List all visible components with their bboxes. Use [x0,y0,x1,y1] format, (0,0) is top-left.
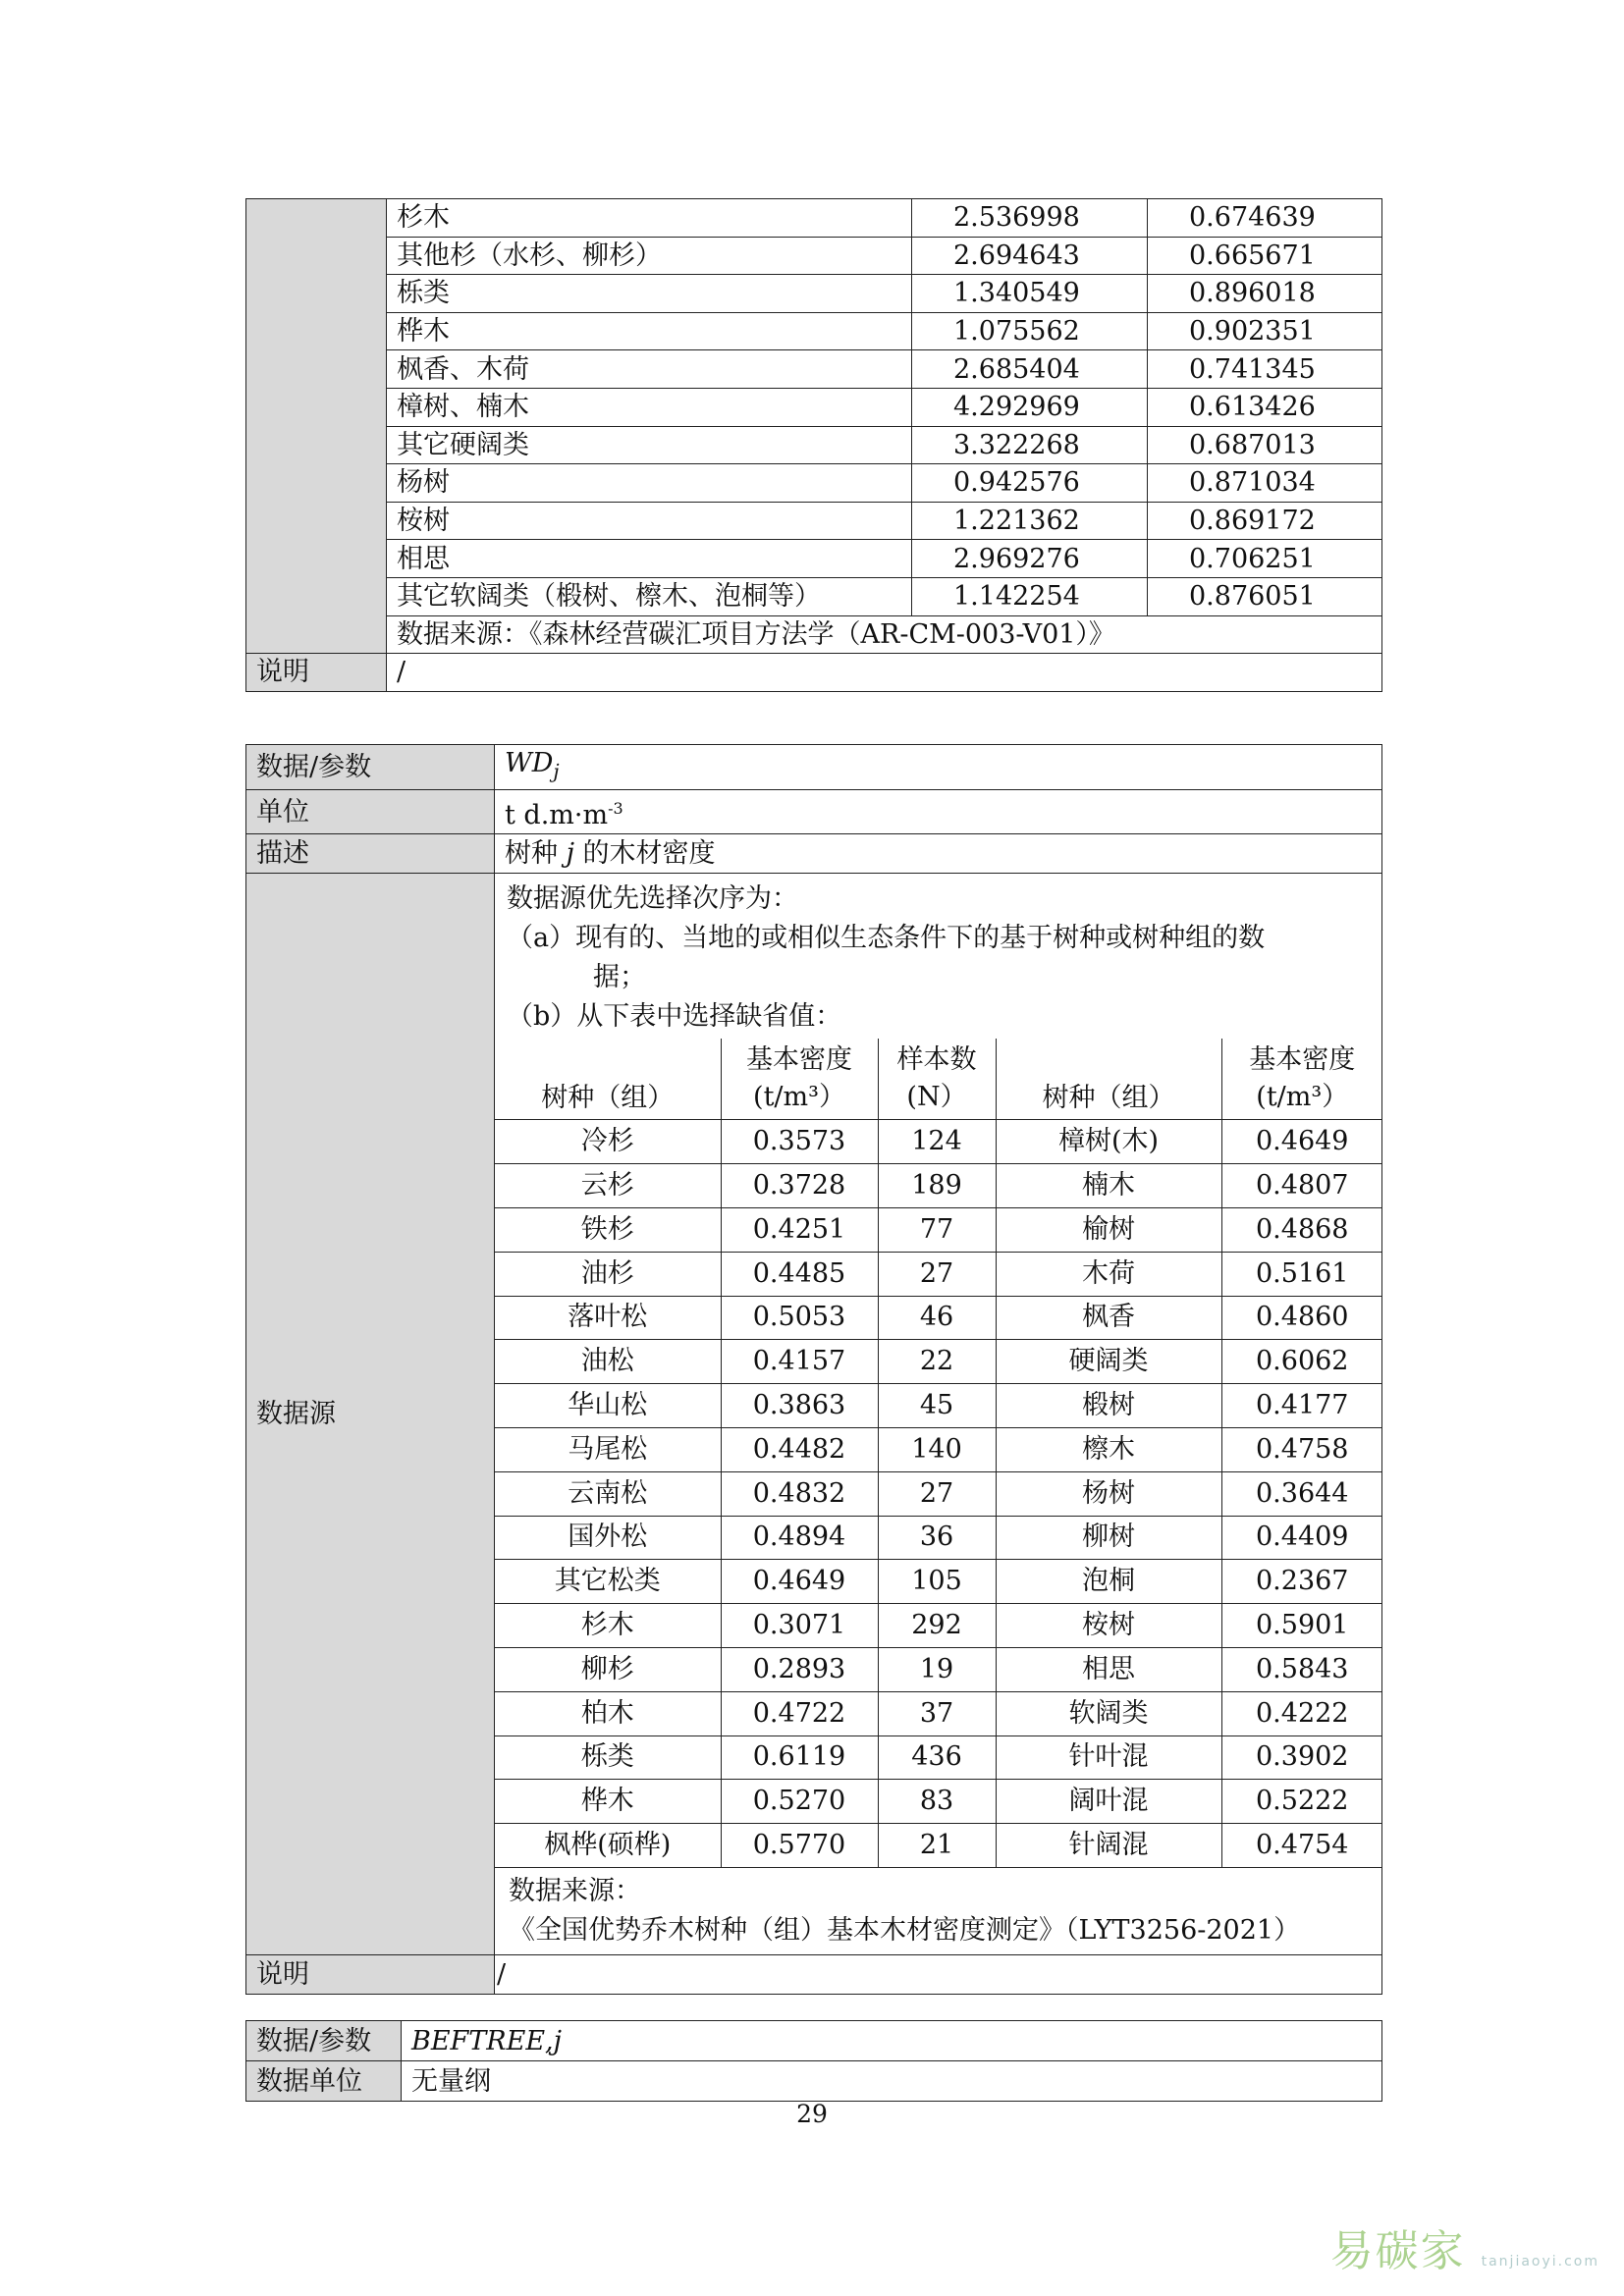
cell-species-2: 泡桐 [996,1560,1221,1604]
cell-species-2: 桉树 [996,1604,1221,1648]
table-row [246,237,1382,275]
cell-density-2: 0.3644 [1221,1471,1382,1516]
density-row [495,1824,1382,1868]
density-row [495,1427,1382,1471]
cell-factor-b: 0.687013 [1148,426,1382,464]
table-beftree [245,2020,1382,2102]
cell-density-1: 0.3071 [721,1604,878,1648]
note-label: 说明 [246,654,387,692]
table-conversion-factors [245,198,1382,692]
param-value: $WD_j$ [495,745,1382,790]
cell-density-2: 0.2367 [1221,1560,1382,1604]
cell-density-2: 0.4860 [1221,1296,1382,1340]
cell-species-1: 其它松类 [495,1560,721,1604]
cell-factor-a: 1.142254 [912,577,1148,615]
param-value: BEFTREE,j [402,2021,1382,2061]
table-row [246,350,1382,389]
cell-density-2: 0.4758 [1221,1427,1382,1471]
cell-species-2: 柳树 [996,1516,1221,1560]
cell-factor-a: 2.685404 [912,350,1148,389]
col-samples: 样本数 (N） [878,1039,996,1120]
table-row [246,275,1382,313]
cell-factor-a: 1.340549 [912,275,1148,313]
cell-samples: 189 [878,1164,996,1208]
density-row [495,1691,1382,1735]
cell-samples: 19 [878,1647,996,1691]
cell-density-1: 0.4157 [721,1340,878,1384]
cell-density-1: 0.4649 [721,1560,878,1604]
ds-intro-line2b: 据； [593,962,646,993]
cell-species-1: 桦木 [495,1780,721,1824]
cell-density-1: 0.3863 [721,1384,878,1428]
cell-density-1: 0.6119 [721,1735,878,1780]
table-row [246,540,1382,578]
cell-species-1: 华山松 [495,1384,721,1428]
cell-density-1: 0.2893 [721,1647,878,1691]
cell-species-2: 硬阔类 [996,1340,1221,1384]
note-value: / [387,654,1382,692]
watermark-logo: 易碳家 tanjiaoyi.com [1329,2226,1599,2276]
cell-species: 桦木 [387,312,912,350]
cell-species-2: 椴树 [996,1384,1221,1428]
cell-species: 桉树 [387,502,912,540]
unit-value: 无量纲 [402,2061,1382,2102]
cell-factor-b: 0.876051 [1148,577,1382,615]
desc-value: 树种 j 的木材密度 [495,834,1382,874]
cell-factor-b: 0.896018 [1148,275,1382,313]
cell-species: 其它硬阔类 [387,426,912,464]
density-row [495,1384,1382,1428]
cell-density-2: 0.5901 [1221,1604,1382,1648]
cell-samples: 36 [878,1516,996,1560]
cell-factor-b: 0.665671 [1148,237,1382,275]
density-row [495,1604,1382,1648]
cell-density-1: 0.5053 [721,1296,878,1340]
col-species-2: 树种（组） [996,1039,1221,1120]
cell-samples: 292 [878,1604,996,1648]
cell-species-2: 檫木 [996,1427,1221,1471]
cell-samples: 22 [878,1340,996,1384]
cell-samples: 436 [878,1735,996,1780]
cell-samples: 124 [878,1120,996,1164]
cell-density-2: 0.4222 [1221,1691,1382,1735]
cell-factor-a: 1.075562 [912,312,1148,350]
cell-species-2: 软阔类 [996,1691,1221,1735]
cell-samples: 27 [878,1252,996,1296]
density-row [495,1735,1382,1780]
table-row [246,464,1382,503]
ds-intro-line3: （b）从下表中选择缺省值： [507,1001,842,1033]
cell-density-2: 0.3902 [1221,1735,1382,1780]
table-row [246,199,1382,238]
cell-factor-a: 1.221362 [912,502,1148,540]
cell-samples: 37 [878,1691,996,1735]
cell-species-2: 樟树(木) [996,1120,1221,1164]
cell-species-1: 柳杉 [495,1647,721,1691]
table-row [246,426,1382,464]
cell-density-1: 0.4251 [721,1207,878,1252]
cell-density-1: 0.4832 [721,1471,878,1516]
cell-species-2: 阔叶混 [996,1780,1221,1824]
cell-species: 其他杉（水杉、柳杉） [387,237,912,275]
cell-factor-b: 0.741345 [1148,350,1382,389]
density-row [495,1164,1382,1208]
cell-species: 其它软阔类（椴树、檫木、泡桐等） [387,577,912,615]
cell-density-2: 0.5222 [1221,1780,1382,1824]
density-row [495,1207,1382,1252]
cell-species-1: 马尾松 [495,1427,721,1471]
cell-factor-b: 0.706251 [1148,540,1382,578]
cell-species-2: 杨树 [996,1471,1221,1516]
cell-density-1: 0.4722 [721,1691,878,1735]
cell-samples: 45 [878,1384,996,1428]
unit-value: t $d.m\cdot m^{-3}$ [495,790,1382,834]
cell-density-2: 0.4649 [1221,1120,1382,1164]
density-row [495,1647,1382,1691]
group-label-cell [246,199,387,654]
datasource-intro [495,874,1381,1039]
cell-species: 樟树、楠木 [387,388,912,426]
cell-species-1: 落叶松 [495,1296,721,1340]
cell-density-2: 0.4177 [1221,1384,1382,1428]
cell-species: 相思 [387,540,912,578]
unit-label: 单位 [246,790,495,834]
cell-species: 杉木 [387,199,912,238]
cell-species-2: 相思 [996,1647,1221,1691]
col-density-2: 基本密度 (t/m³） [1221,1039,1382,1120]
cell-species-2: 木荷 [996,1252,1221,1296]
param-subscript: j [553,759,560,783]
cell-factor-a: 4.292969 [912,388,1148,426]
cell-species-1: 栎类 [495,1735,721,1780]
param-label: 数据/参数 [246,745,495,790]
cell-samples: 27 [878,1471,996,1516]
cell-species-1: 油杉 [495,1252,721,1296]
table-row [246,312,1382,350]
cell-samples: 21 [878,1824,996,1868]
col-species-1: 树种（组） [495,1039,721,1120]
table-wood-density [245,744,1382,1995]
cell-samples: 140 [878,1427,996,1471]
cell-factor-a: 2.694643 [912,237,1148,275]
table-row [246,502,1382,540]
density-row [495,1780,1382,1824]
cell-density-1: 0.5270 [721,1780,878,1824]
cell-species-1: 国外松 [495,1516,721,1560]
table-row [246,577,1382,615]
density-default-table [495,1039,1382,1868]
cell-density-1: 0.4485 [721,1252,878,1296]
col-density-1: 基本密度 (t/m³） [721,1039,878,1120]
source-citation: 《全国优势乔木树种（组）基本木材密度测定》（LYT3256-2021） [509,1914,1301,1946]
cell-density-1: 0.4894 [721,1516,878,1560]
density-row [495,1252,1382,1296]
cell-density-2: 0.5843 [1221,1647,1382,1691]
ds-intro-line1: 数据源优先选择次序为： [507,883,798,915]
note-label: 说明 [246,1954,495,1994]
cell-samples: 105 [878,1560,996,1604]
cell-species-1: 油松 [495,1340,721,1384]
cell-species: 栎类 [387,275,912,313]
cell-species-2: 榆树 [996,1207,1221,1252]
cell-density-2: 0.4807 [1221,1164,1382,1208]
density-row [495,1516,1382,1560]
cell-density-2: 0.5161 [1221,1252,1382,1296]
cell-species-2: 枫香 [996,1296,1221,1340]
cell-density-2: 0.6062 [1221,1340,1382,1384]
cell-factor-b: 0.674639 [1148,199,1382,238]
cell-factor-b: 0.871034 [1148,464,1382,503]
unit-label: 数据单位 [246,2061,402,2102]
cell-density-2: 0.4754 [1221,1824,1382,1868]
source-row: 数据来源：《森林经营碳汇项目方法学（AR-CM-003-V01）》 [387,615,1382,654]
cell-species-2: 针阔混 [996,1824,1221,1868]
cell-species-1: 云南松 [495,1471,721,1516]
density-row [495,1296,1382,1340]
cell-samples: 77 [878,1207,996,1252]
cell-factor-a: 0.942576 [912,464,1148,503]
note-value: / [495,1954,1382,1994]
cell-species: 杨树 [387,464,912,503]
cell-density-1: 0.3728 [721,1164,878,1208]
datasource-reference [495,1868,1381,1954]
cell-species-1: 铁杉 [495,1207,721,1252]
desc-label: 描述 [246,834,495,874]
cell-density-1: 0.3573 [721,1120,878,1164]
table-row [246,388,1382,426]
cell-factor-b: 0.869172 [1148,502,1382,540]
cell-species-2: 楠木 [996,1164,1221,1208]
cell-species-1: 云杉 [495,1164,721,1208]
cell-factor-b: 0.613426 [1148,388,1382,426]
cell-species: 枫香、木荷 [387,350,912,389]
cell-factor-a: 3.322268 [912,426,1148,464]
cell-samples: 46 [878,1296,996,1340]
cell-factor-a: 2.536998 [912,199,1148,238]
cell-factor-b: 0.902351 [1148,312,1382,350]
source-label: 数据来源： [509,1875,641,1906]
cell-species-1: 冷杉 [495,1120,721,1164]
cell-density-1: 0.4482 [721,1427,878,1471]
cell-species-1: 枫桦(硕桦) [495,1824,721,1868]
param-label: 数据/参数 [246,2021,402,2061]
density-row [495,1471,1382,1516]
density-row [495,1120,1382,1164]
cell-factor-a: 2.969276 [912,540,1148,578]
cell-species-1: 柏木 [495,1691,721,1735]
ds-intro-line2: （a）现有的、当地的或相似生态条件下的基于树种或树种组的数 [507,923,1266,954]
cell-density-1: 0.5770 [721,1824,878,1868]
cell-density-2: 0.4868 [1221,1207,1382,1252]
cell-samples: 83 [878,1780,996,1824]
density-row [495,1340,1382,1384]
cell-density-2: 0.4409 [1221,1516,1382,1560]
cell-species-1: 杉木 [495,1604,721,1648]
page-number: 29 [796,2100,828,2128]
datasource-label: 数据源 [246,874,495,1955]
cell-species-2: 针叶混 [996,1735,1221,1780]
datasource-cell [495,874,1382,1955]
density-row [495,1560,1382,1604]
